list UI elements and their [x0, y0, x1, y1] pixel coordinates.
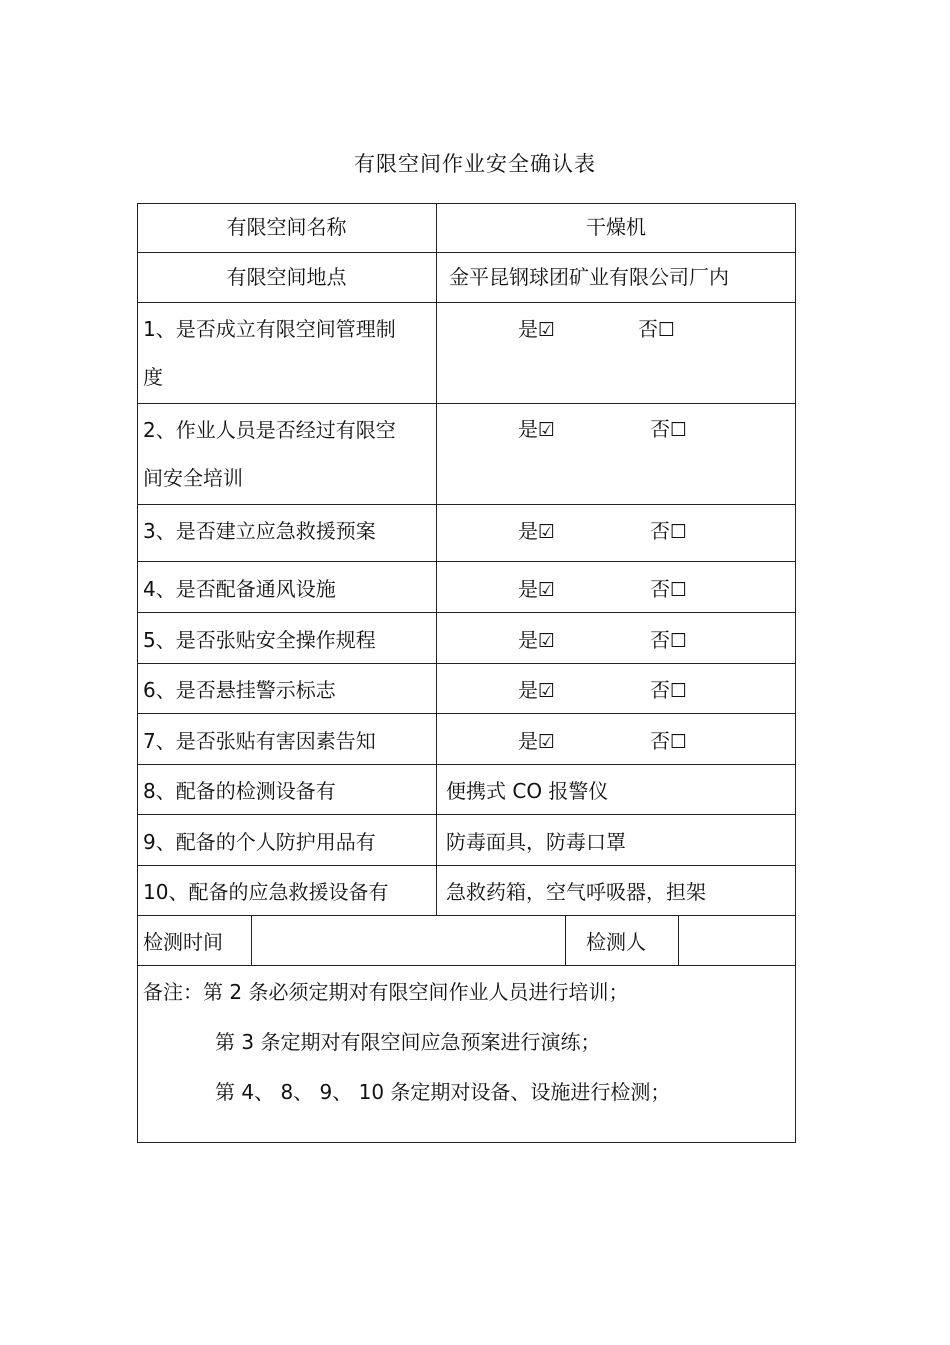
- no-option[interactable]: 否☐: [650, 417, 688, 441]
- space-location-value: 金平昆钢球团矿业有限公司厂内: [449, 265, 729, 289]
- equipment-value-detection: 便携式 CO 报警仪: [446, 779, 609, 803]
- unchecked-box-icon: ☐: [670, 579, 688, 601]
- inspection-time-field[interactable]: [258, 918, 558, 962]
- column-divider: [436, 203, 437, 915]
- column-divider: [678, 915, 679, 965]
- row-divider: [137, 965, 796, 966]
- no-option[interactable]: 否☐: [638, 317, 676, 341]
- row-divider: [137, 403, 796, 404]
- yes-option[interactable]: 是☑: [518, 519, 556, 543]
- unchecked-box-icon: ☐: [670, 680, 688, 702]
- check-item-3: 3、是否建立应急救援预案: [143, 519, 376, 543]
- yes-option[interactable]: 是☑: [518, 417, 556, 441]
- checked-box-icon: ☑: [538, 731, 556, 753]
- check-item-5: 5、是否张贴安全操作规程: [143, 628, 376, 652]
- check-item-7: 7、是否张贴有害因素告知: [143, 729, 376, 753]
- checked-box-icon: ☑: [538, 680, 556, 702]
- check-item-2: 2、作业人员是否经过有限空间安全培训: [143, 418, 396, 490]
- yes-option[interactable]: 是☑: [518, 678, 556, 702]
- unchecked-box-icon: ☐: [670, 630, 688, 652]
- row-divider: [137, 561, 796, 562]
- space-location-label: 有限空间地点: [226, 265, 347, 289]
- yes-option[interactable]: 是☑: [518, 577, 556, 601]
- equipment-value-rescue: 急救药箱，空气呼吸器，担架: [446, 880, 706, 904]
- page-title: 有限空间作业安全确认表: [354, 152, 596, 176]
- checked-box-icon: ☑: [538, 319, 556, 341]
- row-divider: [137, 504, 796, 505]
- equipment-label-protection: 9、配备的个人防护用品有: [143, 830, 376, 854]
- checked-box-icon: ☑: [538, 521, 556, 543]
- no-option[interactable]: 否☐: [650, 628, 688, 652]
- space-name-label: 有限空间名称: [226, 215, 347, 239]
- checked-box-icon: ☑: [538, 630, 556, 652]
- notes-line-2: 第 3 条定期对有限空间应急预案进行演练；: [215, 1030, 601, 1054]
- checked-box-icon: ☑: [538, 419, 556, 441]
- checked-box-icon: ☑: [538, 579, 556, 601]
- notes-line-3: 第 4、 8、 9、 10 条定期对设备、设施进行检测；: [215, 1080, 671, 1104]
- check-item-6: 6、是否悬挂警示标志: [143, 678, 336, 702]
- space-name-value: 干燥机: [586, 215, 646, 239]
- column-divider: [565, 915, 566, 965]
- inspection-time-label: 检测时间: [143, 930, 223, 954]
- check-item-1: 1、是否成立有限空间管理制度: [143, 317, 396, 389]
- no-option[interactable]: 否☐: [650, 519, 688, 543]
- check-item-4: 4、是否配备通风设施: [143, 577, 336, 601]
- unchecked-box-icon: ☐: [658, 319, 676, 341]
- row-divider: [137, 302, 796, 303]
- inspector-label: 检测人: [586, 930, 646, 954]
- unchecked-box-icon: ☐: [670, 419, 688, 441]
- notes-line-1: 备注：第 2 条必须定期对有限空间作业人员进行培训；: [143, 980, 629, 1004]
- unchecked-box-icon: ☐: [670, 521, 688, 543]
- yes-option[interactable]: 是☑: [518, 628, 556, 652]
- unchecked-box-icon: ☐: [670, 731, 688, 753]
- no-option[interactable]: 否☐: [650, 729, 688, 753]
- no-option[interactable]: 否☐: [650, 577, 688, 601]
- no-option[interactable]: 否☐: [650, 678, 688, 702]
- equipment-label-rescue: 10、配备的应急救援设备有: [143, 880, 389, 904]
- yes-option[interactable]: 是☑: [518, 729, 556, 753]
- equipment-value-protection: 防毒面具，防毒口罩: [446, 830, 626, 854]
- column-divider: [251, 915, 252, 965]
- inspector-field[interactable]: [684, 918, 790, 962]
- equipment-label-detection: 8、配备的检测设备有: [143, 779, 336, 803]
- yes-option[interactable]: 是☑: [518, 317, 556, 341]
